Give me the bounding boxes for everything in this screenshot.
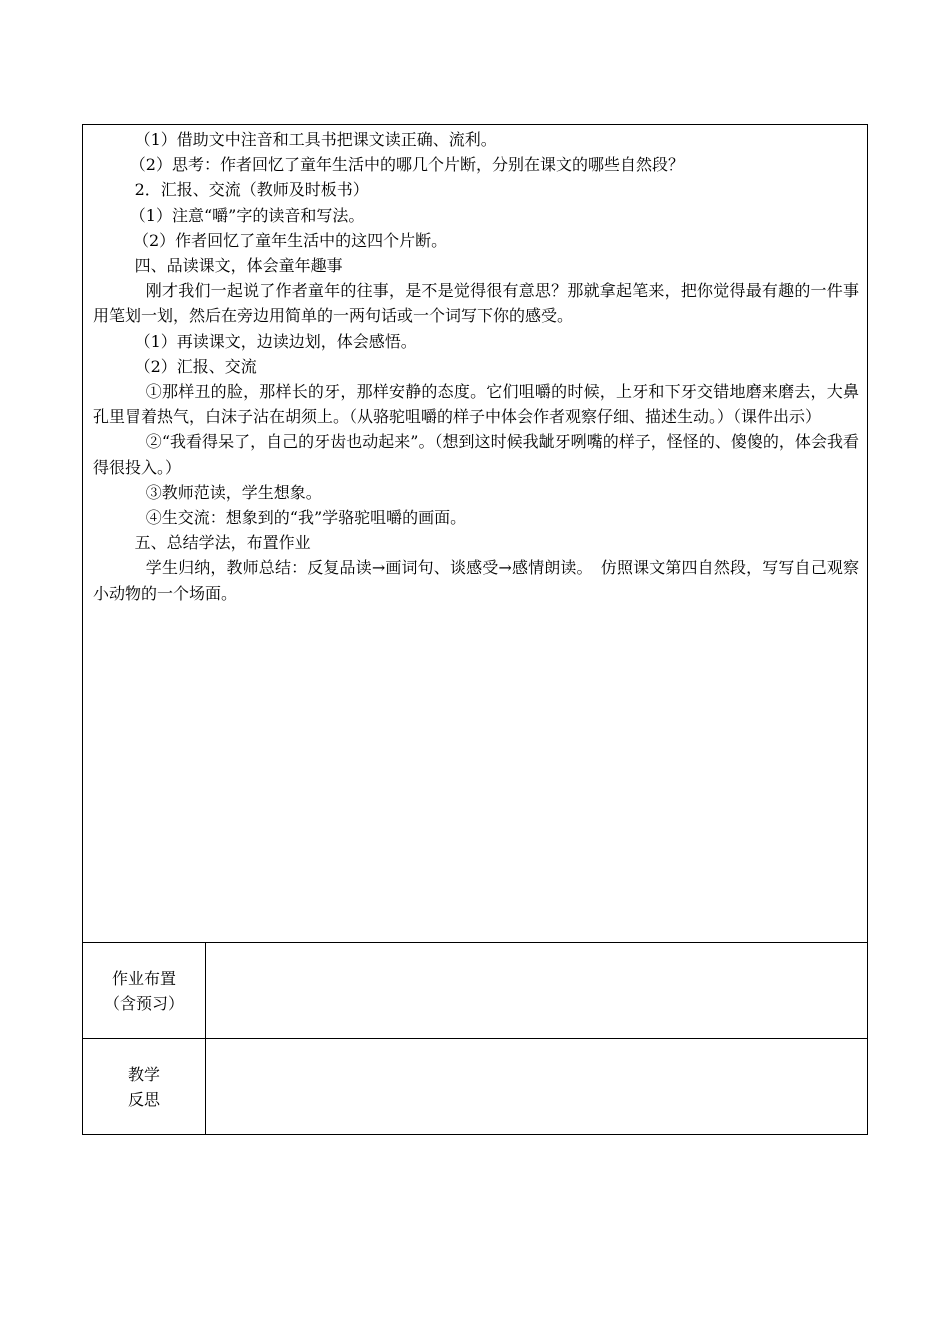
teaching-process-cell: [83, 125, 868, 943]
reflection-content-cell: [206, 1039, 868, 1135]
homework-label: 作业布置: [111, 968, 176, 988]
reflection-label-sub: 反思: [127, 1089, 160, 1109]
lesson-plan-table: [82, 124, 868, 1135]
paragraph: （1）借助文中注音和工具书把课文读正确、流利。: [134, 130, 497, 149]
paragraph: （2）思考：作者回忆了童年生活中的哪几个片断，分别在课文的哪些自然段？: [129, 155, 684, 175]
paragraph: （1）再读课文，边读边划，体会感悟。: [134, 331, 417, 351]
homework-label-cell: [83, 943, 206, 1039]
paragraph: ②“我看得呆了，自己的牙齿也动起来”。（想到这时候我龇牙咧嘴的样子，怪怪的、傻傻的，体会我看得很投入。）: [93, 432, 859, 477]
paragraph: ④生交流：想象到的“我”学骆驼咀嚼的画面。: [145, 508, 467, 528]
paragraph: （1）注意“嚼”字的读音和写法。: [129, 205, 365, 225]
homework-label-sub: （含预习）: [103, 993, 184, 1013]
paragraph: 学生归纳，教师总结：反复品读→画词句、谈感受→感情朗读。 仿照课文第四自然段，写写自己观察小动物的一个场面。: [93, 558, 859, 603]
paragraph: ③教师范读，学生想象。: [145, 482, 322, 502]
paragraph: ①那样丑的脸，那样长的牙，那样安静的态度。它们咀嚼的时候，上牙和下牙交错地磨来磨去，大鼻孔里冒着热气，白沫子沾在胡须上。（从骆驼咀嚼的样子中体会作者观察仔细、描述生动。）（课件出示）: [93, 382, 859, 427]
paragraph: （2）汇报、交流: [134, 356, 257, 376]
paragraph: （2）作者回忆了童年生活中的这四个片断。: [133, 230, 448, 250]
homework-content-cell: [206, 943, 868, 1039]
reflection-label-cell: [83, 1039, 206, 1135]
teaching-process-content: [83, 125, 867, 606]
paragraph: 刚才我们一起说了作者童年的往事，是不是觉得很有意思？那就拿起笔来，把你觉得最有趣的一件事用笔划一划，然后在旁边用简单的一两句话或一个词写下你的感受。: [93, 281, 859, 326]
reflection-label: 教学: [127, 1064, 160, 1084]
paragraph: 2．汇报、交流（教师及时板书）: [134, 180, 369, 200]
paragraph: 五、总结学法，布置作业: [134, 533, 311, 553]
paragraph: 四、品读课文，体会童年趣事: [134, 256, 343, 276]
